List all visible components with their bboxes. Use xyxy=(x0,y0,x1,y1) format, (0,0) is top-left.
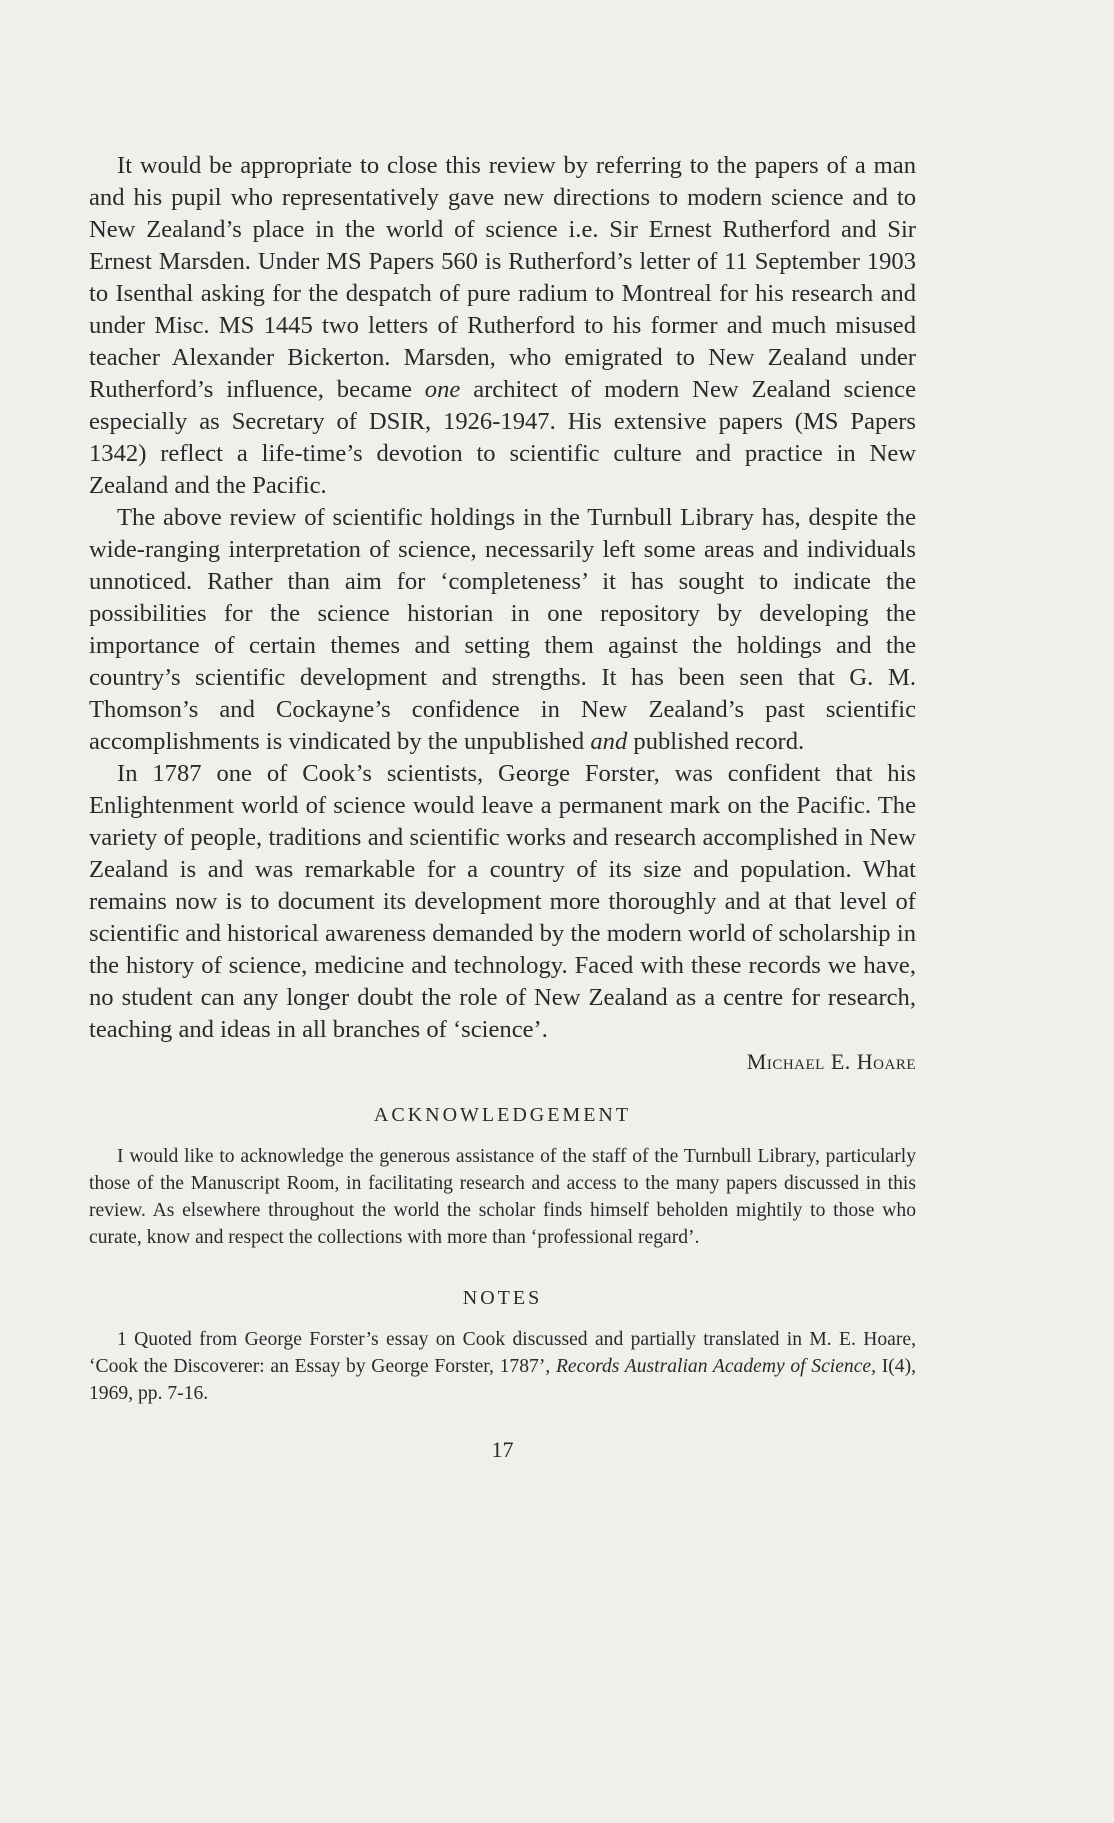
author-signature: Michael E. Hoare xyxy=(746,1049,916,1074)
page-number: 17 xyxy=(491,1437,514,1462)
notes-heading: NOTES xyxy=(462,1287,543,1309)
paragraph-rutherford: It would be appropriate to close this review by referring to the papers of a man and his pupil who representatively gave new directions to modern science and to New Zealand’s place in the world of science i.e. Sir Ernest Rutherford and Sir Ernest Marsden. Under MS Papers 560 is Rutherford’s letter of 11 September 1903 to Isenthal asking for the despatch of pure radium to Montreal for his research and under Misc. MS 1445 two letters of Rutherford to his former and much misused teacher Alexander Bickerton. Marsden, who emigrated to New Zealand under Rutherford’s influence, became one architect of modern New Zealand science especially as Secretary of DSIR, 1926-1947. His extensive papers (MS Papers 1342) reflect a life-time’s devotion to scientific culture and practice in New Zealand and the Pacific. xyxy=(89,152,917,499)
journal-title: Records Australian Academy of Science, xyxy=(555,1356,877,1377)
acknowledgement-section xyxy=(89,1143,916,1251)
paragraph-forster: In 1787 one of Cook’s scientists, George Forster, was confident that his Enlightenment world of science would leave a permanent mark on the Pacific. The variety of people, traditions and scientific works and research accomplished in New Zealand is and was remarkable for a country of its size and population. What remains now is to document its development more thoroughly and at that level of scientific and historical awareness demanded by the modern world of scholarship in the history of science, medicine and technology. Faced with these records we have, no student can any longer doubt the role of New Zealand as a centre for research, teaching and ideas in all branches of ‘science’. xyxy=(89,760,916,1043)
note-1: 1 Quoted from George Forster’s essay on Cook discussed and partially translated in M. E. Hoare, ‘Cook the Discoverer: an Essay by George Forster, 1787’, Records Australian Academy of Science, I(4), 1969, pp. 7-16. xyxy=(89,1329,916,1404)
body-text xyxy=(89,150,916,1046)
acknowledgement-text: I would like to acknowledge the generous assistance of the staff of the Turnbull Library, particularly those of the Manuscript Room, in facilitating research and access to the many papers discussed in this review. As elsewhere throughout the world the scholar finds himself beholden mightily to those who curate, know and respect the collections with more than ‘professional regard’. xyxy=(89,1146,916,1248)
paragraph-review: The above review of scientific holdings in the Turnbull Library has, despite the wide-ranging interpretation of science, necessarily left some areas and individuals unnoticed. Rather than aim for ‘completeness’ it has sought to indicate the possibilities for the science historian in one repository by developing the importance of certain themes and setting them against the holdings and the country’s scientific development and strengths. It has been seen that G. M. Thomson’s and Cockayne’s confidence in New Zealand’s past scientific accomplishments is vindicated by the unpublished and published record. xyxy=(89,504,916,755)
page-content xyxy=(89,150,916,1463)
notes-section xyxy=(89,1326,916,1407)
acknowledgement-heading: ACKNOWLEDGEMENT xyxy=(373,1104,632,1126)
